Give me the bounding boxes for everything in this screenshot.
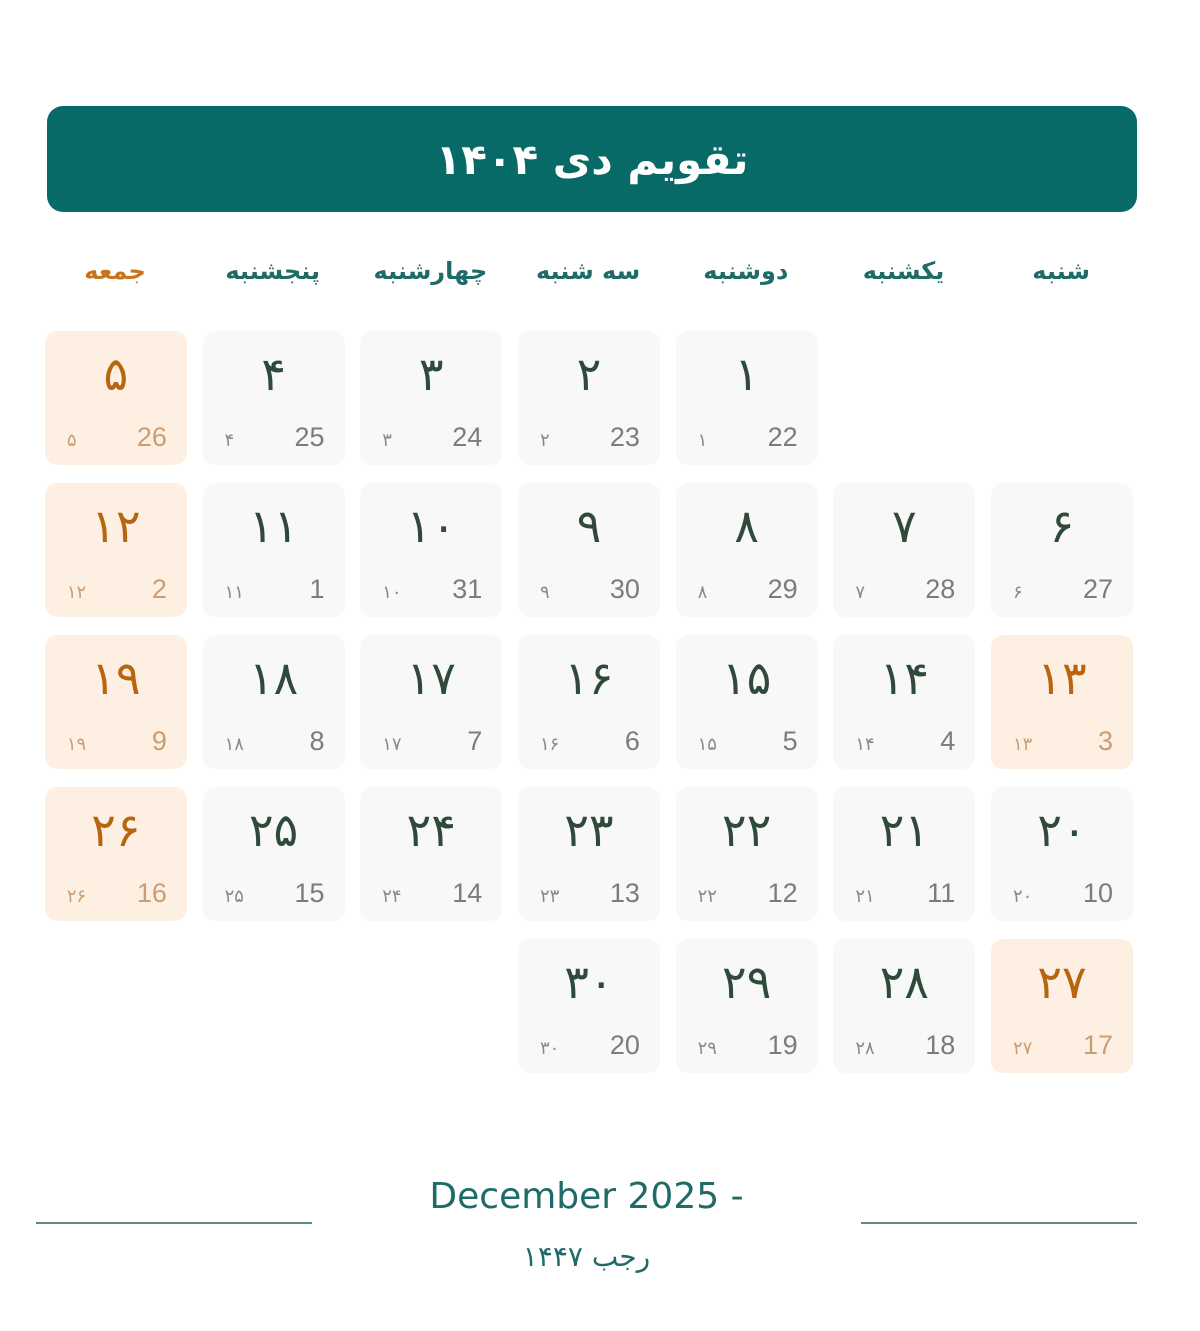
gregorian-day-number: 30 — [609, 574, 640, 604]
persian-day-number: ۲۴ — [406, 803, 456, 857]
persian-day-number: ۱۲ — [91, 499, 141, 553]
day-cell[interactable] — [991, 939, 1133, 1073]
hijri-day-number: ۳ — [382, 430, 392, 451]
persian-day-number: ۱۷ — [406, 651, 456, 705]
persian-day-number: ۳ — [418, 347, 444, 401]
gregorian-day-number: 19 — [767, 1030, 798, 1060]
gregorian-day-number: 2 — [151, 574, 167, 604]
gregorian-day-number: 27 — [1082, 574, 1113, 604]
hijri-day-number: ۹ — [539, 582, 550, 603]
gregorian-day-number: 9 — [151, 726, 167, 756]
day-cell[interactable] — [518, 331, 660, 465]
weekday-label: یکشنبه — [862, 257, 945, 285]
weekday-label: سه شنبه — [535, 257, 641, 285]
hijri-day-number: ۲۴ — [382, 886, 402, 907]
persian-day-number: ۱۸ — [248, 651, 299, 705]
persian-day-number: ۱۹ — [91, 651, 141, 705]
day-cell[interactable] — [518, 635, 660, 769]
footer-gregorian-month: December 2025 - — [429, 1176, 744, 1217]
day-cell[interactable] — [676, 787, 818, 921]
gregorian-day-number: 13 — [609, 878, 640, 908]
hijri-day-number: ۱۸ — [224, 734, 244, 755]
day-cell[interactable] — [518, 939, 660, 1073]
day-cell[interactable] — [518, 483, 660, 617]
day-cell[interactable] — [45, 483, 187, 617]
hijri-day-number: ۱۷ — [382, 734, 402, 755]
persian-day-number: ۷ — [891, 499, 917, 553]
persian-day-number: ۲۵ — [248, 803, 299, 857]
gregorian-day-number: 20 — [609, 1030, 640, 1060]
day-cell[interactable] — [360, 635, 502, 769]
persian-day-number: ۲۸ — [879, 955, 930, 1009]
persian-day-number: ۱۰ — [406, 499, 456, 553]
gregorian-day-number: 3 — [1097, 726, 1113, 756]
day-cell[interactable] — [45, 787, 187, 921]
gregorian-day-number: 22 — [767, 422, 798, 452]
persian-day-number: ۱۶ — [564, 651, 614, 705]
hijri-day-number: ۱ — [697, 430, 708, 451]
persian-day-number: ۱۵ — [721, 651, 772, 705]
gregorian-day-number: 12 — [767, 878, 798, 908]
persian-day-number: ۲ — [576, 347, 602, 401]
weekday-row — [36, 243, 1140, 299]
day-cell[interactable] — [360, 787, 502, 921]
gregorian-day-number: 10 — [1082, 878, 1113, 908]
gregorian-day-number: 11 — [927, 878, 956, 908]
calendar-title: تقویم دی ۱۴۰۴ — [435, 134, 749, 184]
gregorian-day-number: 6 — [624, 726, 640, 756]
calendar-header — [47, 106, 1137, 212]
hijri-day-number: ۲۲ — [697, 886, 717, 907]
empty-cell — [991, 331, 1133, 465]
persian-day-number: ۳۰ — [564, 955, 614, 1009]
hijri-day-number: ۱۹ — [66, 734, 87, 755]
hijri-day-number: ۸ — [697, 582, 708, 603]
hijri-day-number: ۵ — [66, 430, 77, 451]
gregorian-day-number: 4 — [940, 726, 956, 756]
calendar-grid — [45, 331, 1133, 1073]
hijri-day-number: ۲۹ — [697, 1038, 717, 1059]
hijri-day-number: ۲۵ — [224, 886, 244, 907]
persian-day-number: ۲۶ — [91, 803, 141, 857]
gregorian-day-number: 29 — [767, 574, 798, 604]
day-cell[interactable] — [991, 635, 1133, 769]
persian-day-number: ۶ — [1049, 499, 1075, 553]
gregorian-day-number: 8 — [309, 726, 325, 756]
gregorian-day-number: 16 — [136, 878, 167, 908]
hijri-day-number: ۲۶ — [66, 886, 87, 907]
persian-day-number: ۱۱ — [248, 499, 299, 553]
gregorian-day-number: 1 — [309, 574, 325, 604]
weekday-label: پنجشنبه — [225, 257, 321, 285]
persian-day-number: ۲۰ — [1037, 803, 1087, 857]
day-cell[interactable] — [991, 483, 1133, 617]
day-cell[interactable] — [203, 331, 345, 465]
day-cell[interactable] — [203, 483, 345, 617]
gregorian-day-number: 14 — [452, 878, 483, 908]
hijri-day-number: ۱۵ — [697, 734, 717, 755]
day-cell[interactable] — [360, 483, 502, 617]
hijri-day-number: ۲ — [539, 430, 550, 451]
gregorian-day-number: 15 — [294, 878, 325, 908]
day-cell[interactable] — [45, 331, 187, 465]
day-cell[interactable] — [203, 787, 345, 921]
persian-day-number: ۹ — [576, 499, 602, 553]
gregorian-day-number: 25 — [294, 422, 325, 452]
footer-divider-right — [861, 1222, 1137, 1224]
gregorian-day-number: 18 — [925, 1030, 956, 1060]
gregorian-day-number: 5 — [782, 726, 798, 756]
gregorian-day-number: 28 — [925, 574, 956, 604]
persian-day-number: ۱۴ — [879, 651, 930, 705]
persian-day-number: ۲۳ — [564, 803, 614, 857]
gregorian-day-number: 7 — [467, 726, 483, 756]
hijri-day-number: ۶ — [1013, 582, 1023, 603]
weekday-label: جمعه — [84, 257, 146, 285]
gregorian-day-number: 23 — [609, 422, 640, 452]
hijri-day-number: ۱۰ — [382, 582, 402, 603]
hijri-day-number: ۱۴ — [855, 734, 875, 755]
weekday-label: شنبه — [1032, 257, 1091, 285]
hijri-day-number: ۷ — [855, 582, 865, 603]
day-cell[interactable] — [518, 787, 660, 921]
hijri-day-number: ۲۰ — [1013, 886, 1033, 907]
day-cell[interactable] — [676, 635, 818, 769]
gregorian-day-number: 17 — [1082, 1030, 1113, 1060]
hijri-day-number: ۱۳ — [1013, 734, 1033, 755]
day-cell[interactable] — [676, 331, 818, 465]
day-cell[interactable] — [991, 787, 1133, 921]
hijri-day-number: ۱۲ — [66, 582, 87, 603]
day-cell[interactable] — [676, 483, 818, 617]
persian-day-number: ۲۲ — [721, 803, 772, 857]
footer-divider-left — [36, 1222, 312, 1224]
gregorian-day-number: 31 — [452, 574, 483, 604]
persian-day-number: ۸ — [734, 499, 759, 553]
hijri-day-number: ۲۸ — [855, 1038, 875, 1059]
persian-day-number: ۴ — [261, 347, 286, 401]
weekday-label: چهارشنبه — [373, 257, 488, 285]
day-cell[interactable] — [203, 635, 345, 769]
hijri-day-number: ۱۶ — [539, 734, 560, 755]
day-cell[interactable] — [833, 483, 975, 617]
footer-hijri-month: رجب ۱۴۴۷ — [522, 1240, 651, 1273]
persian-day-number: ۲۹ — [721, 955, 772, 1009]
persian-day-number: ۱۳ — [1037, 651, 1087, 705]
empty-cell — [833, 331, 975, 465]
day-cell[interactable] — [833, 787, 975, 921]
hijri-day-number: ۲۷ — [1013, 1038, 1033, 1059]
weekday-label: دوشنبه — [703, 257, 789, 285]
persian-day-number: ۵ — [103, 347, 129, 401]
gregorian-day-number: 26 — [136, 422, 167, 452]
day-cell[interactable] — [360, 331, 502, 465]
hijri-day-number: ۱۱ — [224, 582, 244, 603]
day-cell[interactable] — [676, 939, 818, 1073]
day-cell[interactable] — [45, 635, 187, 769]
gregorian-day-number: 24 — [452, 422, 483, 452]
hijri-day-number: ۴ — [224, 430, 235, 451]
hijri-day-number: ۲۳ — [539, 886, 560, 907]
day-cell[interactable] — [833, 635, 975, 769]
persian-day-number: ۲۱ — [879, 803, 930, 857]
hijri-day-number: ۳۰ — [539, 1038, 560, 1059]
persian-day-number: ۱ — [734, 347, 759, 401]
persian-day-number: ۲۷ — [1037, 955, 1087, 1009]
day-cell[interactable] — [833, 939, 975, 1073]
hijri-day-number: ۲۱ — [855, 886, 875, 907]
